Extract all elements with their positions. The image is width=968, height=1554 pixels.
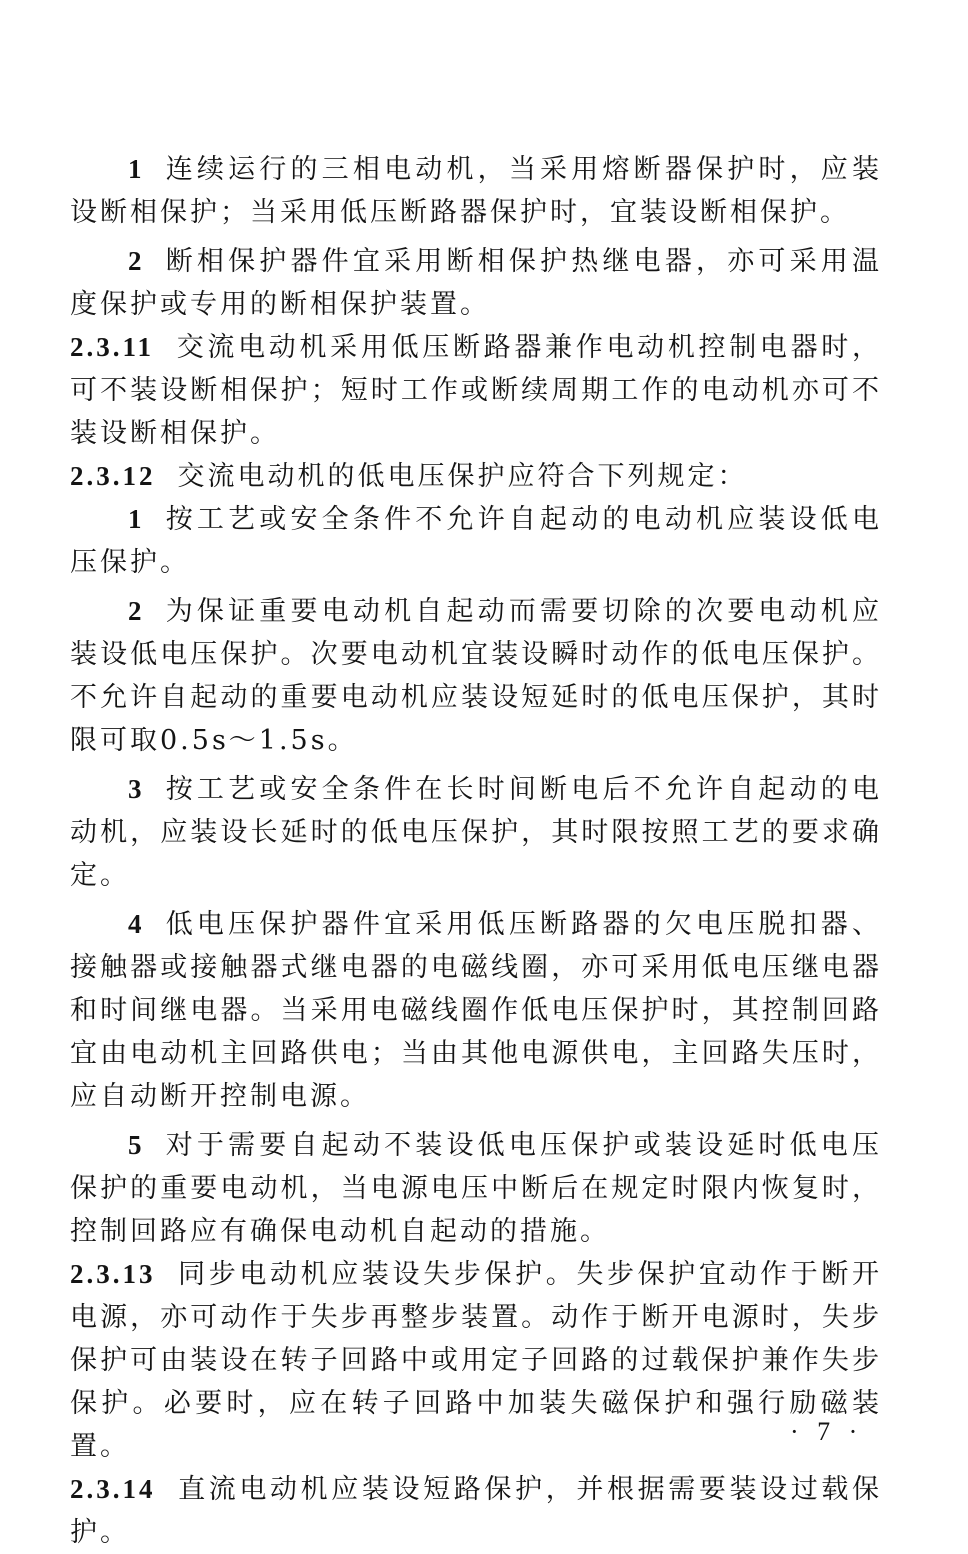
clause-text: 直流电动机应装设短路保护，并根据需要装设过载保护。 bbox=[70, 1474, 882, 1548]
item-text: 低电压保护器件宜采用低压断路器的欠电压脱扣器、接触器或接触器式继电器的电磁线圈，亦可采用低电压继电器和时间继电器。当采用电磁线圈作低电压保护时，其控制回路宜由电动机主回路供电；当由其他电源供电，主回路失压时，应自动断开控制电源。 bbox=[70, 909, 882, 1112]
clause bbox=[70, 326, 882, 455]
clause-number: 2.3.13 bbox=[70, 1259, 156, 1289]
clause-number: 2.3.14 bbox=[70, 1474, 156, 1504]
list-item bbox=[70, 590, 882, 762]
list-item bbox=[70, 240, 882, 326]
item-number: 1 bbox=[128, 154, 143, 184]
list-item bbox=[70, 903, 882, 1118]
item-number: 2 bbox=[128, 596, 143, 626]
item-text: 连续运行的三相电动机，当采用熔断器保护时，应装设断相保护；当采用低压断路器保护时，宜装设断相保护。 bbox=[70, 154, 882, 228]
item-text: 对于需要自起动不装设低电压保护或装设延时低电压保护的重要电动机，当电源电压中断后在规定时限内恢复时，控制回路应有确保电动机自起动的措施。 bbox=[70, 1130, 882, 1247]
item-text: 断相保护器件宜采用断相保护热继电器，亦可采用温度保护或专用的断相保护装置。 bbox=[70, 246, 882, 320]
clause bbox=[70, 455, 882, 498]
item-number: 5 bbox=[128, 1130, 143, 1160]
list-item bbox=[70, 1124, 882, 1253]
item-number: 4 bbox=[128, 909, 143, 939]
page-number: · 7 · bbox=[790, 1417, 864, 1446]
item-number: 1 bbox=[128, 504, 143, 534]
clause-text: 同步电动机应装设失步保护。失步保护宜动作于断开电源，亦可动作于失步再整步装置。动作于断开电源时，失步保护可由装设在转子回路中或用定子回路的过载保护兼作失步保护。必要时，应在转子回路中加装失磁保护和强行励磁装置。 bbox=[70, 1259, 882, 1462]
list-item bbox=[70, 498, 882, 584]
clause-text: 交流电动机采用低压断路器兼作电动机控制电器时，可不装设断相保护；短时工作或断续周期工作的电动机亦可不装设断相保护。 bbox=[70, 332, 882, 449]
item-text: 为保证重要电动机自起动而需要切除的次要电动机应装设低电压保护。次要电动机宜装设瞬时动作的低电压保护。不允许自起动的重要电动机应装设短延时的低电压保护，其时限可取0.5s～1.5s。 bbox=[70, 596, 882, 756]
item-number: 3 bbox=[128, 774, 143, 804]
list-item bbox=[70, 148, 882, 234]
clause-number: 2.3.12 bbox=[70, 461, 156, 491]
item-number: 2 bbox=[128, 246, 143, 276]
clause-text: 交流电动机的低电压保护应符合下列规定： bbox=[177, 461, 748, 492]
list-item bbox=[70, 768, 882, 897]
clause bbox=[70, 1253, 882, 1468]
clause bbox=[70, 1468, 882, 1554]
item-text: 按工艺或安全条件不允许自起动的电动机应装设低电压保护。 bbox=[70, 504, 882, 578]
page-body bbox=[70, 148, 882, 1554]
clause-number: 2.3.11 bbox=[70, 332, 155, 362]
item-text: 按工艺或安全条件在长时间断电后不允许自起动的电动机，应装设长延时的低电压保护，其时限按照工艺的要求确定。 bbox=[70, 774, 882, 891]
